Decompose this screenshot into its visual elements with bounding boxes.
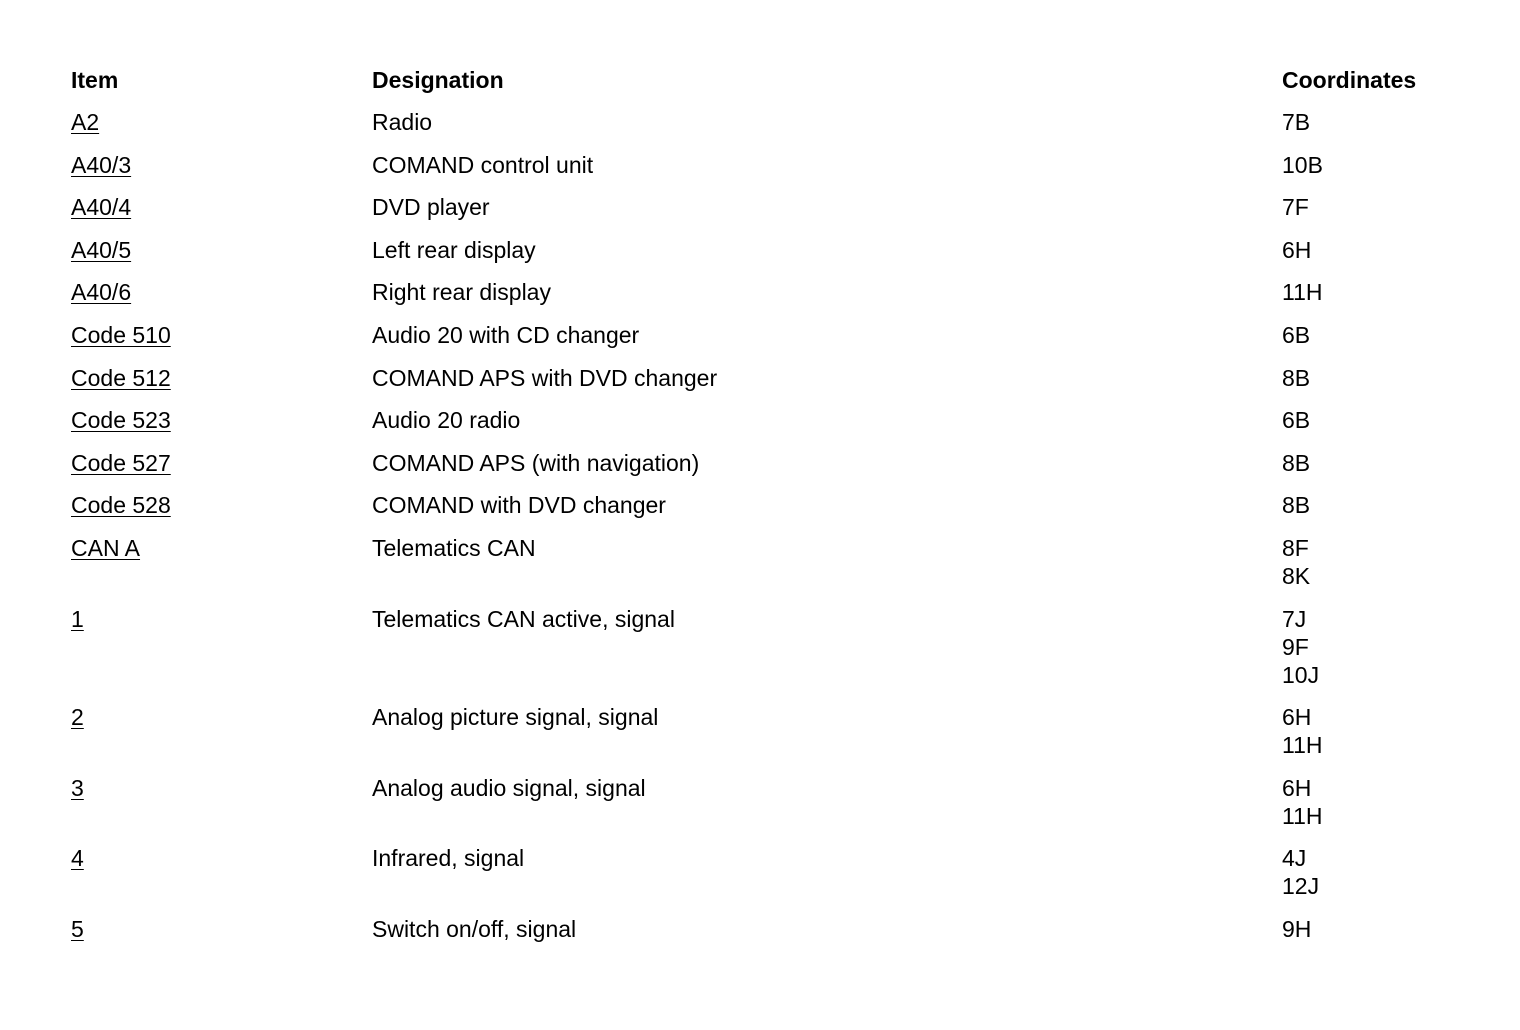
coordinates-cell (1282, 449, 1310, 477)
table-row (71, 534, 1491, 605)
component-legend-table (71, 66, 1491, 958)
table-row (71, 844, 1491, 915)
designation-cell: Telematics CAN active, signal (372, 605, 675, 632)
header-coordinates: Coordinates (1282, 67, 1417, 93)
designation-cell: COMAND APS (with navigation) (372, 449, 700, 476)
coordinate-value: 6B (1282, 407, 1311, 434)
designation-cell: Analog picture signal, signal (372, 704, 659, 731)
coordinates-cell (1282, 703, 1323, 759)
item-cell (71, 703, 84, 731)
designation-cell: Right rear display (372, 279, 551, 306)
item-link[interactable]: Code 510 (71, 321, 171, 348)
item-link[interactable]: A40/5 (71, 236, 132, 263)
item-link[interactable]: 3 (71, 774, 84, 801)
table-row (71, 449, 1491, 492)
item-cell (71, 151, 131, 179)
coordinates-cell (1282, 605, 1319, 689)
coordinate-value: 6H (1282, 236, 1312, 263)
item-link[interactable]: Code 512 (71, 364, 171, 391)
item-cell (71, 605, 84, 633)
item-link[interactable]: 1 (71, 605, 84, 632)
item-cell (71, 321, 171, 349)
coordinate-value: 9H (1282, 915, 1312, 942)
coordinates-cell (1282, 364, 1310, 392)
designation-cell: COMAND control unit (372, 151, 594, 178)
item-cell (71, 534, 140, 562)
item-link[interactable]: Code 528 (71, 492, 171, 519)
item-link[interactable]: Code 523 (71, 407, 171, 434)
coordinates-cell (1282, 774, 1323, 830)
item-link[interactable]: A40/6 (71, 279, 132, 306)
table-row (71, 108, 1491, 151)
table-row (71, 491, 1491, 534)
coordinates-cell (1282, 491, 1310, 519)
table-row (71, 774, 1491, 845)
coordinates-cell (1282, 321, 1310, 349)
item-link[interactable]: 5 (71, 915, 84, 942)
coordinate-value: 8F (1282, 534, 1309, 561)
table-body (71, 108, 1491, 958)
designation-cell: Left rear display (372, 236, 536, 263)
coordinates-cell (1282, 151, 1323, 179)
header-designation: Designation (372, 67, 504, 93)
item-cell (71, 193, 131, 221)
coordinate-value: 6H (1282, 774, 1312, 801)
table-row (71, 406, 1491, 449)
item-link[interactable]: A2 (71, 109, 100, 135)
coordinates-cell (1282, 406, 1310, 434)
coordinate-value: 8K (1282, 562, 1311, 589)
designation-cell: Infrared, signal (372, 845, 525, 872)
item-cell (71, 278, 131, 306)
header-item: Item (71, 67, 119, 93)
item-cell (71, 774, 84, 802)
designation-cell: Radio (372, 109, 433, 135)
coordinates-cell (1282, 534, 1310, 590)
coordinate-value: 7F (1282, 194, 1309, 221)
item-cell (71, 364, 171, 392)
coordinate-value: 11H (1282, 279, 1323, 306)
item-link[interactable]: CAN A (71, 534, 141, 561)
coordinate-value: 4J (1282, 845, 1307, 872)
item-cell (71, 844, 84, 872)
item-link[interactable]: A40/3 (71, 151, 132, 178)
table-row (71, 321, 1491, 364)
item-cell (71, 449, 171, 477)
coordinates-cell (1282, 236, 1311, 264)
designation-cell: Telematics CAN (372, 534, 536, 561)
item-cell (71, 406, 171, 434)
item-cell (71, 915, 84, 943)
designation-cell: Analog audio signal, signal (372, 774, 646, 801)
coordinate-value: 6H (1282, 704, 1312, 731)
coordinate-value: 8B (1282, 492, 1311, 519)
table-row (71, 915, 1491, 958)
coordinate-value: 6B (1282, 321, 1311, 348)
table-row (71, 364, 1491, 407)
designation-cell: Audio 20 with CD changer (372, 321, 640, 348)
table-row (71, 605, 1491, 704)
item-link[interactable]: Code 527 (71, 449, 171, 476)
coordinates-cell (1282, 193, 1309, 221)
coordinate-value: 7B (1282, 109, 1311, 135)
designation-cell: DVD player (372, 194, 490, 221)
table-row (71, 278, 1491, 321)
coordinate-value: 11H (1282, 802, 1323, 829)
item-link[interactable]: A40/4 (71, 194, 132, 221)
item-cell (71, 108, 99, 136)
table-header (71, 66, 1491, 108)
coordinate-value: 8B (1282, 449, 1311, 476)
coordinate-value: 10B (1282, 151, 1323, 178)
coordinate-value: 7J (1282, 605, 1307, 632)
item-link[interactable]: 2 (71, 704, 84, 731)
coordinate-value: 12J (1282, 873, 1320, 900)
coordinates-cell (1282, 278, 1323, 306)
table-row (71, 193, 1491, 236)
table-row (71, 703, 1491, 774)
designation-cell: COMAND APS with DVD changer (372, 364, 718, 391)
designation-cell: Audio 20 radio (372, 407, 521, 434)
coordinate-value: 10J (1282, 661, 1320, 688)
coordinate-value: 11H (1282, 732, 1323, 759)
designation-cell: Switch on/off, signal (372, 915, 577, 942)
coordinate-value: 8B (1282, 364, 1311, 391)
coordinates-cell (1282, 844, 1319, 900)
coordinates-cell (1282, 915, 1311, 943)
coordinates-cell (1282, 108, 1310, 136)
item-cell (71, 236, 131, 264)
table-row (71, 236, 1491, 279)
item-cell (71, 491, 171, 519)
table-row (71, 151, 1491, 194)
designation-cell: COMAND with DVD changer (372, 492, 666, 519)
item-link[interactable]: 4 (71, 845, 84, 872)
coordinate-value: 9F (1282, 633, 1309, 660)
